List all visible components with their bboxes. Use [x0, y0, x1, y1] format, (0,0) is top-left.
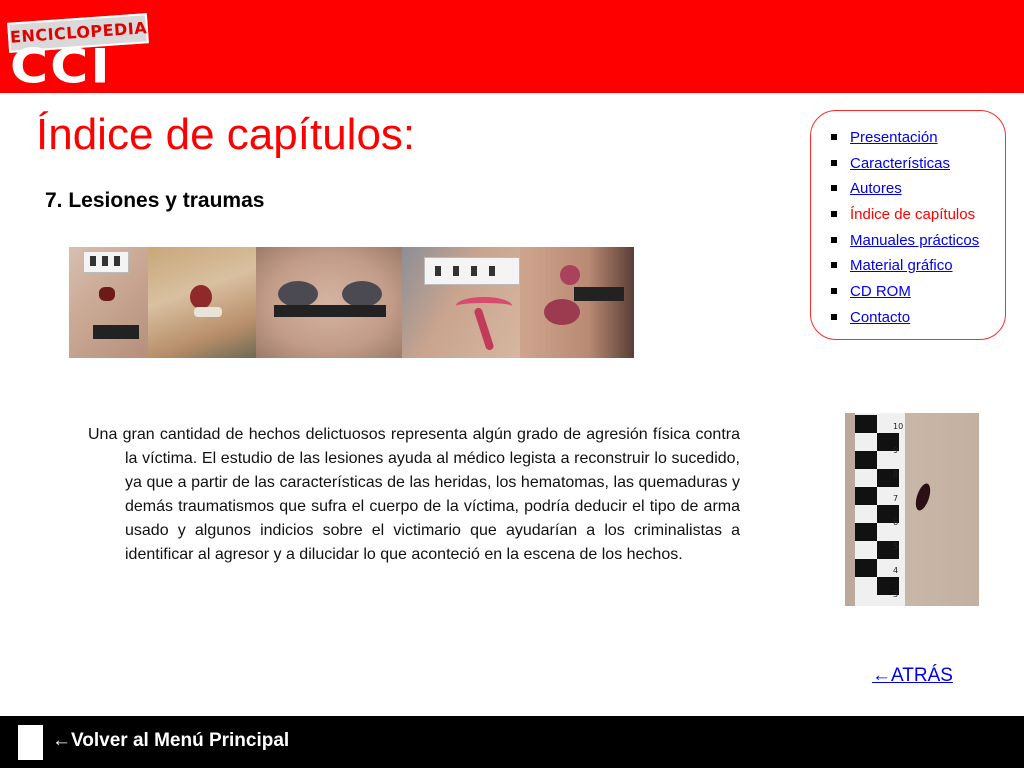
nav-current-indice: Índice de capítulos [850, 206, 976, 224]
back-link[interactable]: ←ATRÁS [872, 665, 953, 686]
nav-link-contacto[interactable]: Contacto [850, 308, 911, 326]
forensic-ruler [855, 413, 905, 606]
header-bar [0, 0, 1024, 93]
logo-banner-text: ENCICLOPEDIA [7, 13, 149, 53]
chapter-heading: 7. Lesiones y traumas [45, 189, 265, 212]
enciclopedia-cci-logo[interactable] [6, 8, 148, 94]
photo-cheek-burns [520, 247, 634, 358]
chapter-description: Una gran cantidad de hechos delictuosos representa algún grado de agresión física contra la víctima. El estudio de las lesiones ayuda al médico legista a reconstruir lo sucedido, ya que a partir de las características de las heridas, los hematomas, las quemaduras y demás traumatismos que sufra el cuerpo de la víctima, podría deducir el tipo de arma usado y algunos indicios sobre el victimario que ayudarían a los criminalistas a identificar al agresor y a dilucidar lo que aconteció en la escena de los hechos. [88, 426, 740, 563]
nav-link-material[interactable]: Material gráfico [850, 257, 953, 275]
photo-forehead-wound [69, 247, 148, 358]
photo-neck-wound [402, 247, 520, 358]
nav-item-presentacion [831, 128, 979, 154]
injury-photo-strip [69, 247, 634, 358]
nav-item-contacto [831, 308, 979, 334]
nav-link-autores[interactable]: Autores [850, 180, 902, 198]
nav-item-material [831, 256, 979, 282]
nav-item-cdrom [831, 282, 979, 308]
nav-link-cdrom[interactable]: CD ROM [850, 283, 911, 301]
nav-list [831, 128, 979, 334]
main-menu-link[interactable]: ←Volver al Menú Principal [52, 730, 290, 751]
nav-item-caracteristicas [831, 154, 979, 180]
nav-item-manuales [831, 231, 979, 257]
logo-cci-text: CCI [10, 40, 112, 94]
ruler-numbers: 10 9 8 7 6 5 4 3 [893, 422, 904, 599]
ruler-wound-photo [845, 413, 979, 606]
footer-bar [0, 716, 1024, 768]
page-title: Índice de capítulos: [36, 110, 416, 159]
footer-square-icon [18, 725, 43, 760]
photo-face-bruises [256, 247, 402, 358]
stab-wound [913, 482, 933, 512]
nav-item-indice-current [831, 205, 979, 231]
nav-link-manuales[interactable]: Manuales prácticos [850, 231, 980, 249]
chapter-nav-menu [810, 110, 1006, 340]
nav-link-presentacion[interactable]: Presentación [850, 129, 938, 146]
photo-hand-wound [148, 247, 256, 358]
nav-link-caracteristicas[interactable]: Características [850, 154, 951, 172]
nav-item-autores [831, 179, 979, 205]
